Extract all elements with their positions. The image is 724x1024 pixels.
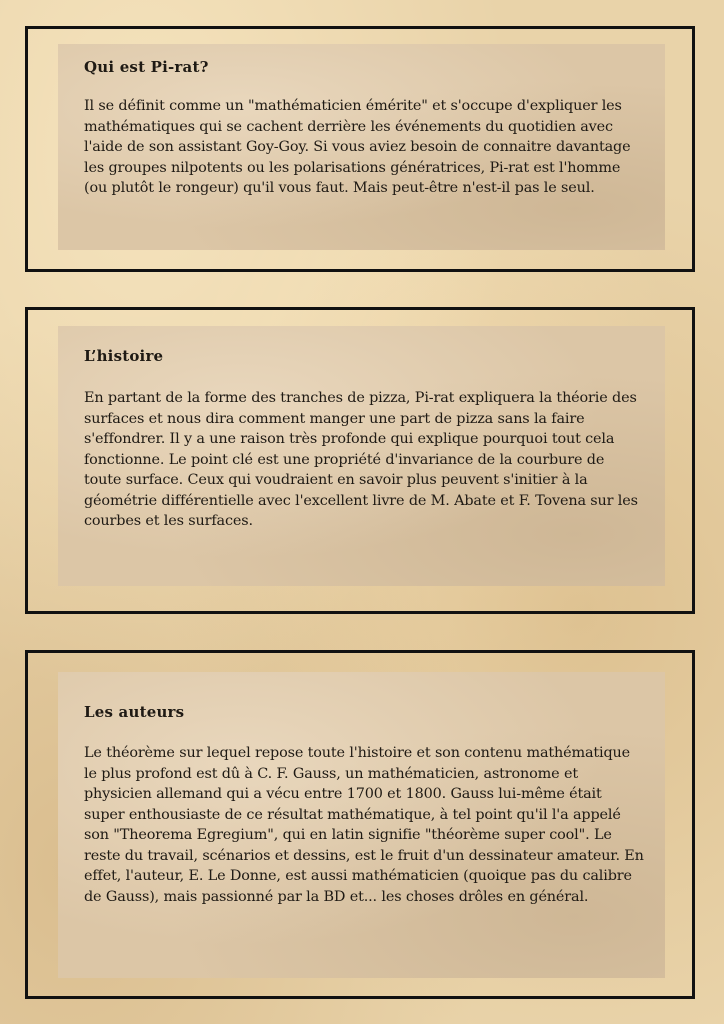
section-title: Les auteurs: [84, 703, 185, 721]
section-panel-histoire: [58, 326, 665, 586]
section-title: Qui est Pi-rat?: [84, 58, 209, 76]
section-body: Il se définit comme un "mathématicien émérite" et s'occupe d'expliquer les mathématiques qui se cachent derrière les événements du quotidien avec l'aide de son assistant Goy-Goy. Si vous aviez besoin de connaitre davantage les groupes nilpotents ou les polarisations génératrices, Pi-rat est l'homme (ou plutôt le rongeur) qu'il vous faut. Mais peut-être n'est-il pas le seul.: [84, 98, 631, 196]
section-body: Le théorème sur lequel repose toute l'histoire et son contenu mathématique le plus profond est dû à C. F. Gauss, un mathématicien, astronome et physicien allemand qui a vécu entre 1700 et 1800. Gauss lui-même était super enthousiaste de ce résultat mathématique, à tel point qu'il l'a appelé son "Theorema Egregium", qui en latin signifie "théorème super cool". Le reste du travail, scénarios et dessins, est le fruit d'un dessinateur amateur. En effet, l'auteur, E. Le Donne, est aussi mathématicien (quoique pas du calibre de Gauss), mais passionné par la BD et... les choses drôles en général.: [84, 745, 644, 905]
section-panel-pirat: [58, 44, 665, 250]
section-body: En partant de la forme des tranches de pizza, Pi-rat expliquera la théorie des surfaces et nous dira comment manger une part de pizza sans la faire s'effondrer. Il y a une raison très profonde qui explique pourquoi tout cela fonctionne. Le point clé est une propriété d'invariance de la courbure de toute surface. Ceux qui voudraient en savoir plus peuvent s'initier à la géométrie différentielle avec l'excellent livre de M. Abate et F. Tovena sur les courbes et les surfaces.: [84, 390, 638, 529]
section-panel-auteurs: [58, 672, 665, 978]
section-title: L’histoire: [84, 347, 164, 365]
